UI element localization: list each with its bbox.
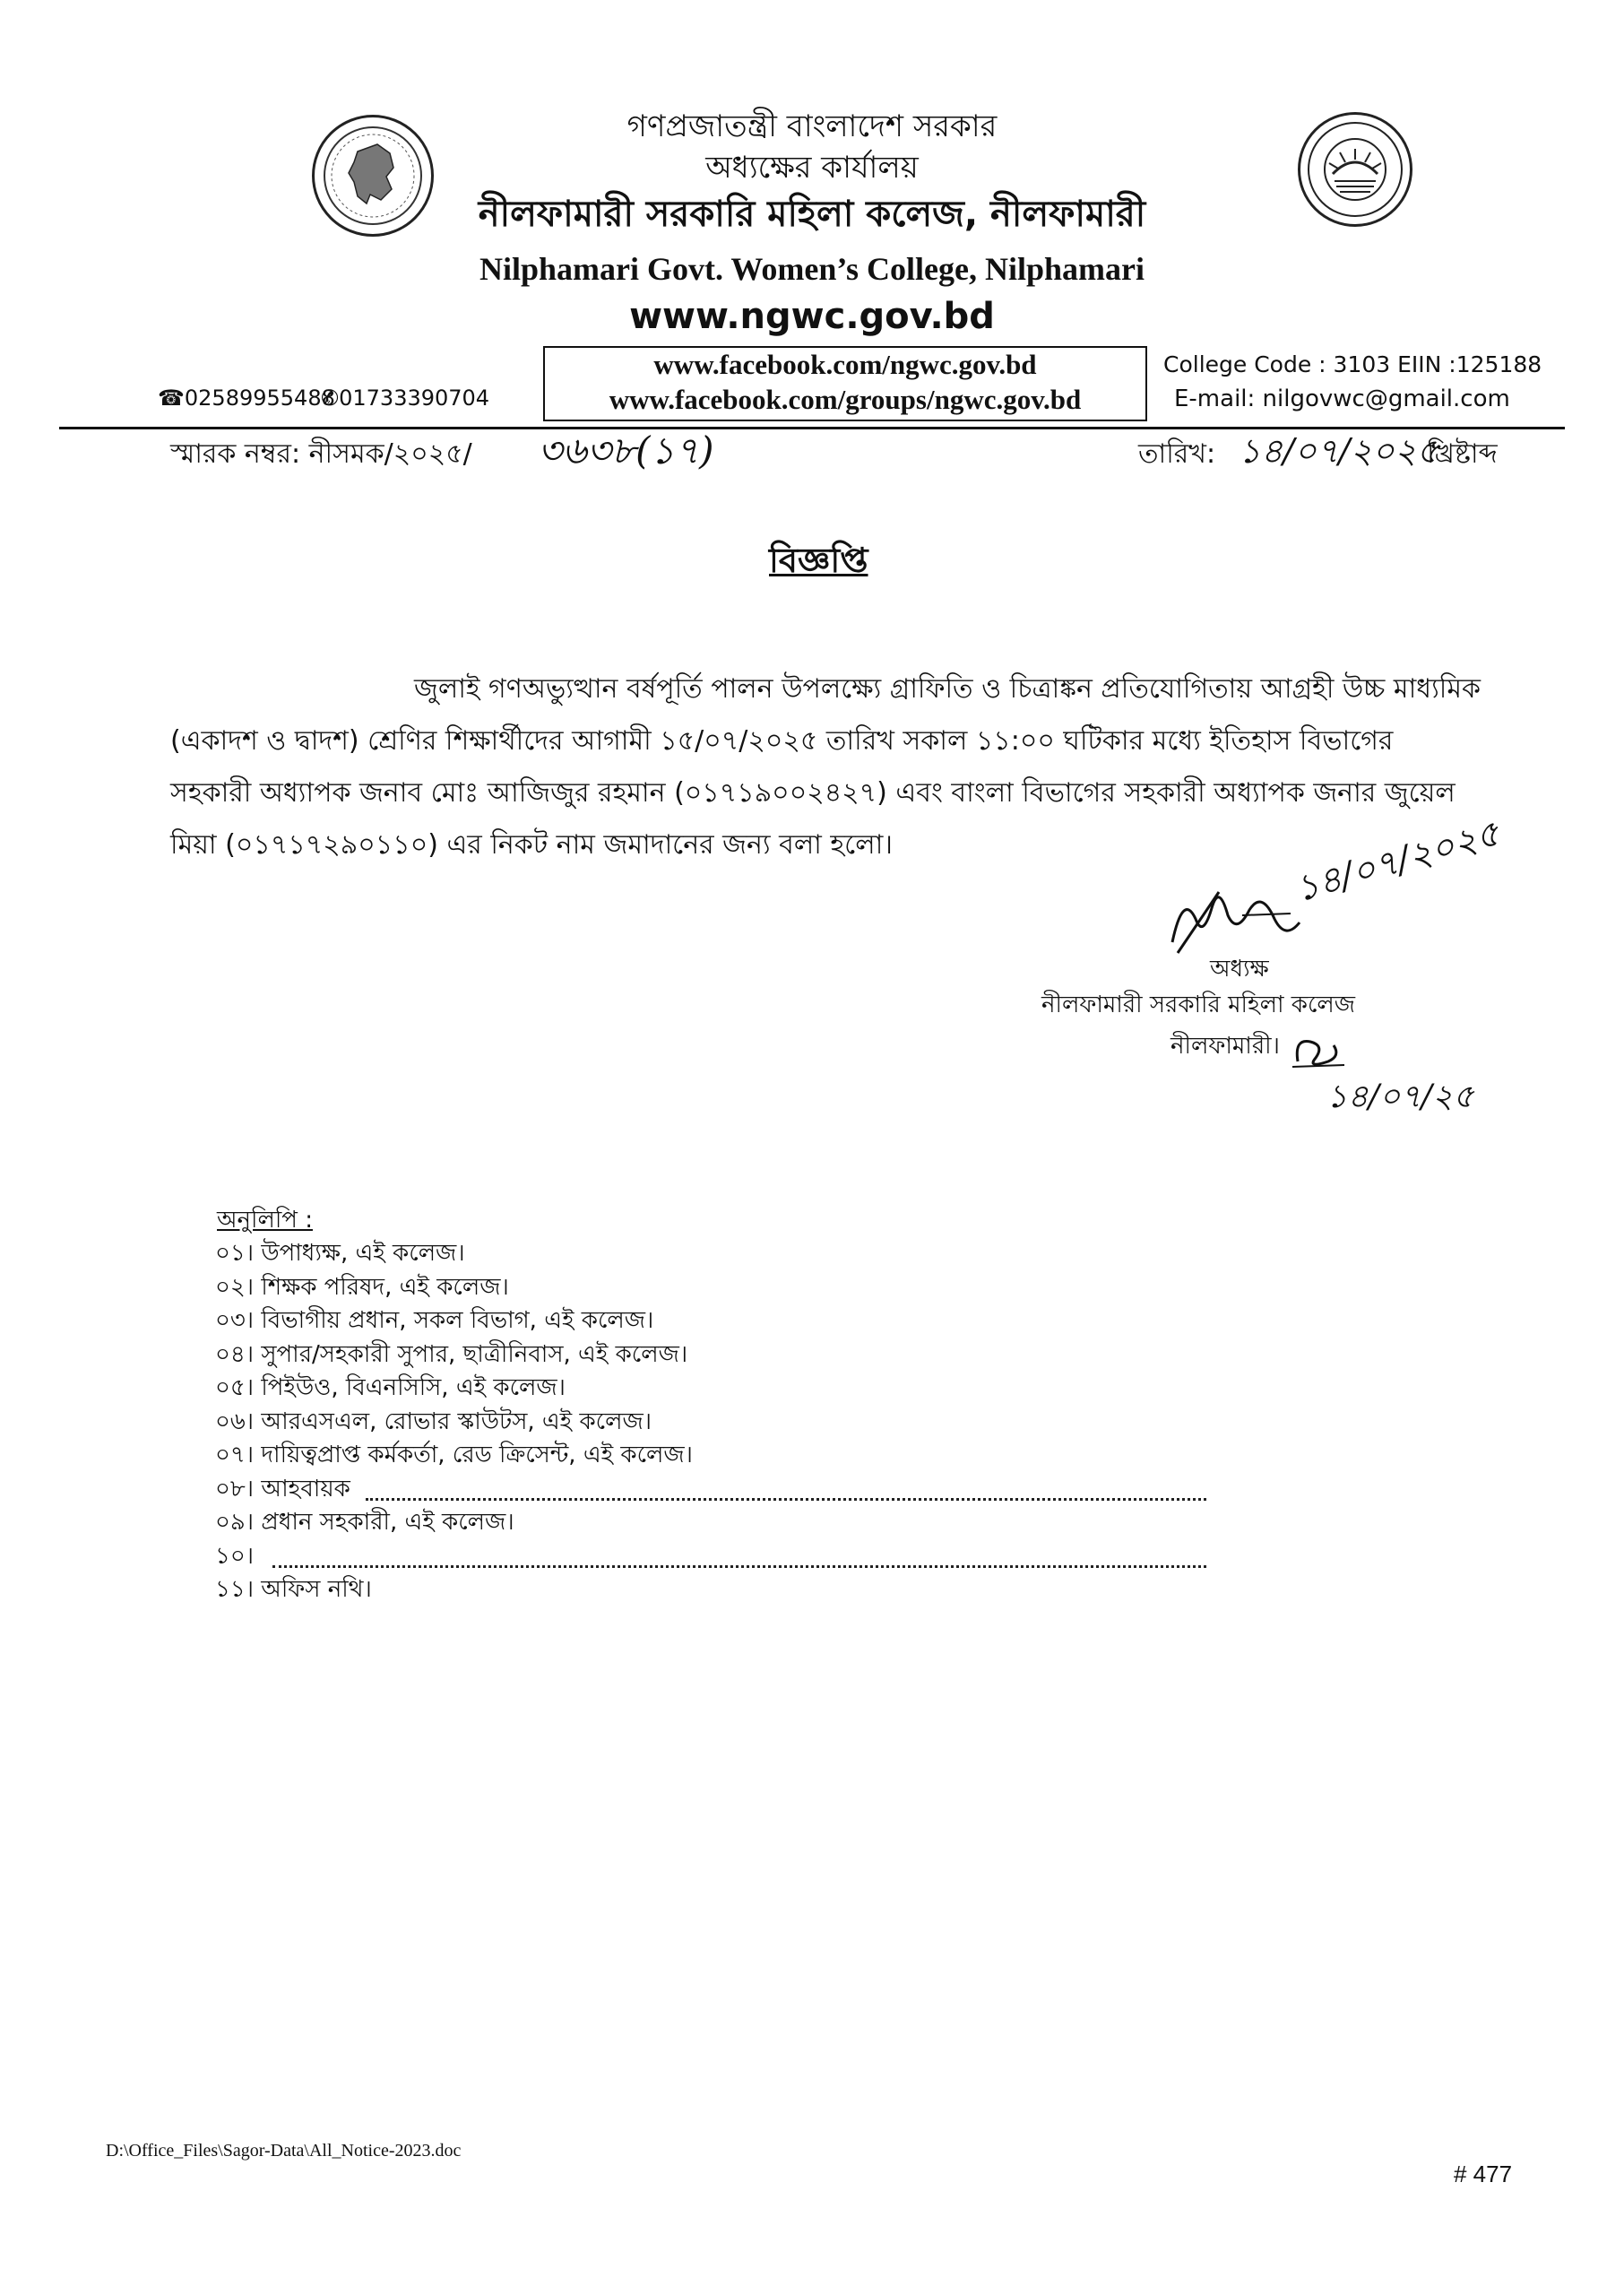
initial-handwritten-date: ১৪/০৭/২৫ <box>1326 1078 1474 1115</box>
copies-list <box>215 1237 1022 1607</box>
list-item: ১১। অফিস নথি। <box>215 1576 372 1603</box>
list-item: ০৯। প্রধান সহকারী, এই কলেজ। <box>215 1509 514 1536</box>
mobile-number: ✆01733390704 <box>321 385 490 411</box>
blank-fill-line <box>272 1565 1206 1568</box>
phone-number: ☎02589955488 <box>158 385 335 411</box>
college-name-bangla: নীলফামারী সরকারি মহিলা কলেজ, নীলফামারী <box>478 194 1146 235</box>
blank-fill-line <box>366 1498 1206 1501</box>
notice-title: বিজ্ঞপ্তি <box>769 541 868 580</box>
list-item: ১০। <box>215 1542 255 1570</box>
college-name-english: Nilphamari Govt. Women’s College, Nilphamari <box>479 251 1145 287</box>
initial-signature <box>1289 1029 1352 1074</box>
list-item: ০১। উপাধ্যক্ষ, এই কলেজ। <box>215 1240 465 1267</box>
list-item: ০৫। পিইউও, বিএনসিসি, এই কলেজ। <box>215 1374 566 1401</box>
college-seal-logo <box>1298 112 1412 227</box>
college-code: College Code : 3103 EIIN :125188 <box>1163 351 1542 377</box>
page-mark: # 477 <box>1454 2161 1513 2187</box>
list-item: ০৪। সুপার/সহকারী সুপার, ছাত্রীনিবাস, এই কলেজ। <box>215 1340 688 1368</box>
memo-reference-label: স্মারক নম্বর: নীসমক/২০২৫/ <box>170 438 472 470</box>
email-address[interactable]: E-mail: nilgovwc@gmail.com <box>1174 385 1510 412</box>
list-item: ০৬। আরএসএল, রোভার স্কাউটস, এই কলেজ। <box>215 1407 652 1435</box>
notice-body <box>170 663 1515 871</box>
website-link[interactable]: www.ngwc.gov.bd <box>629 296 995 337</box>
notice-body-line: জুলাই গণঅভ্যুত্থান বর্ষপূর্তি পালন উপলক্ষ্যে গ্রাফিতি ও চিত্রাঙ্কন প্রতিযোগিতায় আগ্রহী উচ্চ মাধ্যমিক <box>414 673 1481 705</box>
office-line: অধ্যক্ষের কার্যালয় <box>705 150 919 186</box>
date-label: তারিখ: <box>1138 438 1216 470</box>
memo-reference-handwritten: ৩৬৩৮(১৭) <box>538 429 714 472</box>
list-item: ০২। শিক্ষক পরিষদ, এই কলেজ। <box>215 1273 509 1301</box>
copies-heading: অনুলিপি : <box>217 1207 313 1234</box>
signatory-designation: অধ্যক্ষ <box>1210 956 1269 983</box>
notice-body-line: (একাদশ ও দ্বাদশ) শ্রেণির শিক্ষার্থীদের আগামী ১৫/০৭/২০২৫ তারিখ সকাল ১১:০০ ঘটিকার মধ্যে ইতিহাস বিভাগের <box>170 725 1394 757</box>
college-seal-icon <box>1300 115 1410 224</box>
signatory-district: নীলফামারী। <box>1170 1033 1280 1060</box>
file-path: D:\Office_Files\Sagor-Data\All_Notice-2023.doc <box>106 2141 462 2161</box>
signature-handwritten-date: ১৪/০৭/২০২৫ <box>1291 812 1505 911</box>
facebook-group-link[interactable]: www.facebook.com/groups/ngwc.gov.bd <box>609 384 1082 415</box>
government-line: গণপ্রজাতন্ত্রী বাংলাদেশ সরকার <box>626 108 998 144</box>
date-suffix: খ্রিষ্টাব্দ <box>1427 438 1498 470</box>
notice-body-line: মিয়া (০১৭১৭২৯০১১০) এর নিকট নাম জমাদানের জন্য বলা হলো। <box>170 829 894 861</box>
date-handwritten: ১৪/০৭/২০২৫ <box>1239 431 1439 471</box>
facebook-links-box <box>543 346 1147 421</box>
facebook-page-link[interactable]: www.facebook.com/ngwc.gov.bd <box>653 349 1037 380</box>
list-item: ০৩। বিভাগীয় প্রধান, সকল বিভাগ, এই কলেজ। <box>215 1307 654 1334</box>
notice-body-line: সহকারী অধ্যাপক জনাব মোঃ আজিজুর রহমান (০১৭১৯০০২৪২৭) এবং বাংলা বিভাগের সহকারী অধ্যাপক জনার জুয়েল <box>170 777 1456 809</box>
signatory-college: নীলফামারী সরকারি মহিলা কলেজ <box>1041 992 1356 1018</box>
list-item: ০৮। আহবায়ক <box>215 1475 350 1503</box>
list-item: ০৭। দায়িত্বপ্রাপ্ত কর্মকর্তা, রেড ক্রিসেন্ট, এই কলেজ। <box>215 1442 693 1468</box>
